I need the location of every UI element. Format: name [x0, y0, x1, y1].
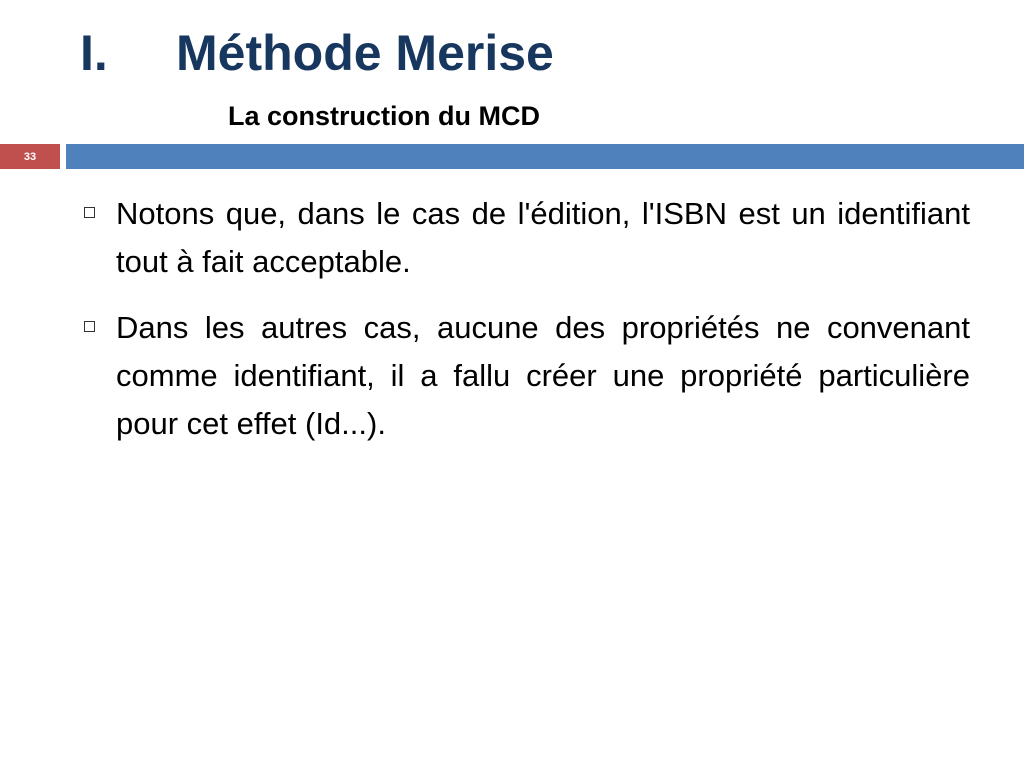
bullet-item [82, 190, 970, 286]
bullet-list [82, 190, 970, 466]
bullet-item [82, 304, 970, 448]
bullet-text: Dans les autres cas, aucune des propriétés ne convenant comme identifiant, il a fallu créer une propriété particulière pour cet effet (Id...). [116, 310, 970, 441]
bullet-text: Notons que, dans le cas de l'édition, l'ISBN est un identifiant tout à fait acceptable. [116, 196, 970, 279]
title-text: Méthode Merise [176, 25, 554, 81]
square-bullet-icon [84, 321, 95, 332]
title-number: I. [80, 25, 108, 81]
square-bullet-icon [84, 207, 95, 218]
slide-title [80, 25, 554, 81]
header-divider-bar [66, 144, 1024, 169]
slide-subtitle: La construction du MCD [228, 101, 540, 131]
slide-number-text: 33 [23, 150, 37, 163]
slide-number-badge [0, 144, 60, 169]
